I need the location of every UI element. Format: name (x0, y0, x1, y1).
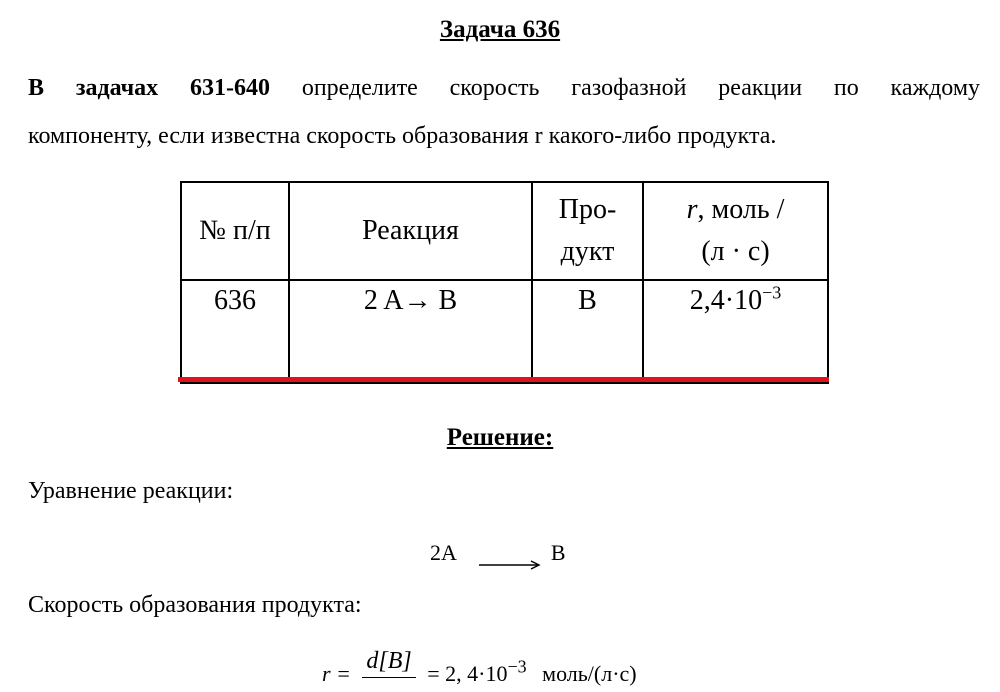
equation-label: Уравнение реакции: (28, 478, 234, 504)
cell-reaction: 2 A→ B (289, 280, 532, 383)
rate-formula (322, 648, 637, 692)
problem-statement (28, 64, 980, 160)
header-rate-unit-line1: , моль / (697, 194, 785, 225)
formula-lhs: r = (322, 661, 351, 687)
long-right-arrow-icon (479, 550, 541, 560)
formula-fraction (362, 648, 415, 692)
table-header-row (181, 182, 828, 280)
formula-numerator: d[B] (362, 648, 415, 678)
table-bottom-red-line (178, 377, 829, 382)
rate-label: Скорость образования продукта: (28, 592, 362, 618)
formula-exponent: −3 (507, 656, 527, 677)
equation-reactant: 2A (430, 540, 457, 565)
reaction-equation (430, 540, 566, 566)
table-row (181, 280, 828, 383)
equation-product: B (550, 540, 566, 565)
statement-line-1-text: определите скорость газофазной реакции по каждому (301, 75, 981, 101)
statement-bold-lead: В задачах 631-640 (28, 75, 270, 101)
header-rate-symbol: r (686, 194, 698, 225)
data-table (180, 181, 827, 381)
cell-rate (643, 280, 828, 383)
cell-rate-base: 2,4·10 (689, 285, 763, 316)
statement-line-1 (28, 64, 980, 112)
header-product-line2: дукт (560, 236, 615, 267)
formula-rhs: = 2, 4·10 (427, 661, 508, 687)
page-title: Задача 636 (439, 16, 561, 43)
cell-num: 636 (181, 280, 289, 383)
header-product-line1: Про- (558, 194, 617, 225)
header-rate (643, 182, 828, 280)
formula-units: моль/(л·с) (542, 661, 637, 687)
solution-heading: Решение: (446, 424, 554, 451)
header-num: № п/п (181, 182, 289, 280)
header-rate-unit-line2: (л · с) (701, 236, 770, 267)
cell-product: B (532, 280, 643, 383)
header-reaction: Реакция (289, 182, 532, 280)
cell-rate-exponent: −3 (762, 282, 782, 303)
header-product (532, 182, 643, 280)
statement-line-2: компоненту, если известна скорость образования r какого-либо продукта. (28, 123, 777, 149)
formula-denominator (362, 678, 415, 692)
